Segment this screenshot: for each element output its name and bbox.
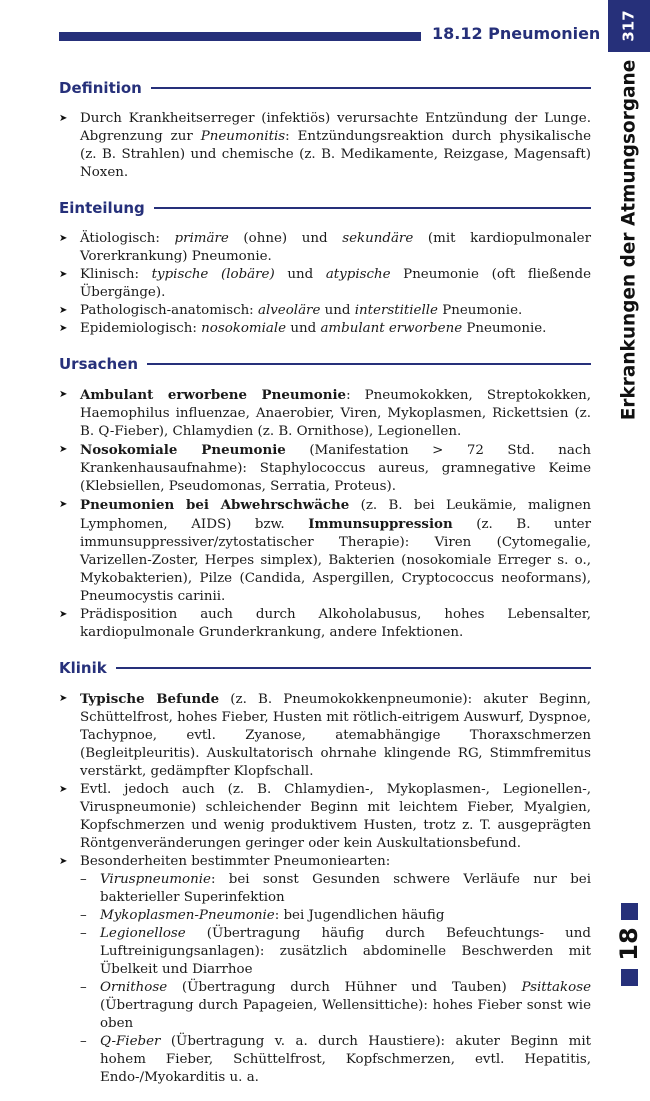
- text-run: (Übertragung durch Hühner und Tauben): [167, 980, 522, 995]
- page-number-tab: [608, 0, 650, 52]
- text-run: : bei sonst Gesunden schwere Verläufe nur bei bakterieller Superinfektion: [100, 872, 591, 905]
- text-run: Epidemiologisch:: [80, 321, 202, 336]
- triangle-arrow-icon: ➤: [59, 323, 68, 334]
- section-heading: [59, 352, 591, 376]
- bold-term: Ambulant erworbene Pneumonie: [80, 387, 347, 403]
- dash-bullet: –: [80, 908, 87, 923]
- bold-term: Immunsuppression: [308, 516, 453, 532]
- triangle-arrow-icon: ➤: [59, 389, 68, 400]
- triangle-arrow-icon: ➤: [59, 609, 68, 620]
- section-heading: [59, 76, 591, 100]
- text-run: (Übertragung durch Papageien, Wellensittiche): hohes Fieber sonst wie oben: [100, 998, 591, 1031]
- triangle-arrow-icon: ➤: [59, 113, 68, 124]
- einteilung-list: [59, 230, 591, 338]
- dash-bullet: –: [80, 1034, 87, 1049]
- sublist-item: [80, 925, 591, 979]
- running-header-title: 18.12 Pneumonien: [432, 24, 601, 43]
- text-run: Pathologisch-anatomisch:: [80, 303, 258, 318]
- sublist-item: [80, 907, 591, 925]
- header-rule: [59, 32, 421, 41]
- triangle-arrow-icon: ➤: [59, 233, 68, 244]
- italic-term: Mykoplasmen-Pneumonie: [100, 908, 275, 923]
- text-run: Ätiologisch:: [80, 231, 175, 246]
- section-title: Definition: [59, 79, 142, 97]
- bold-term: Nosokomiale Pneumonie: [80, 442, 286, 458]
- list-item: [59, 266, 591, 302]
- sublist-item: [80, 979, 591, 1033]
- triangle-arrow-icon: ➤: [59, 444, 68, 455]
- list-item: [59, 853, 591, 1087]
- list-item: [59, 441, 591, 496]
- text-run: und: [274, 267, 326, 282]
- page-content: [59, 76, 591, 1101]
- section-einteilung: [59, 196, 591, 338]
- italic-term: Psittakose: [521, 980, 591, 995]
- section-klinik: [59, 656, 591, 1087]
- triangle-arrow-icon: ➤: [59, 856, 68, 867]
- text-run: (z. B. unter immunsuppressiver/zytostatischer Therapie): Viren (Cytomegalie, Varizellen-Zoster, Herpes simplex), Bakterien (nosokomiale Erreger s. o., Mykobakterien), Pilze (Candida, Aspergillen, Cryptococcus neoformans), Pneumocystis carinii.: [80, 517, 591, 604]
- text-run: und: [320, 303, 355, 318]
- list-item: [59, 496, 591, 606]
- text-run: (z. B. bei Leukämie, malignen Lymphomen, AIDS) bzw.: [80, 498, 591, 532]
- section-title: Klinik: [59, 659, 107, 677]
- text-run: Besonderheiten bestimmter Pneumoniearten:: [80, 854, 391, 869]
- list-item: [59, 110, 591, 182]
- klinik-list: [59, 690, 591, 1087]
- section-definition: [59, 76, 591, 182]
- list-item: [59, 781, 591, 853]
- text-run: (Übertragung häufig durch Befeuchtungs- und Luftreinigungsanlagen): zusätzlich abdominelle Beschwerden mit Übelkeit und Diarrhoe: [100, 926, 591, 977]
- definition-list: [59, 110, 591, 182]
- triangle-arrow-icon: ➤: [59, 693, 68, 704]
- text-run: : Pneumokokken, Streptokokken, Haemophilus influenzae, Anaerobier, Viren, Mykoplasmen, Rickettsien (z. B. Q-Fieber), Chlamydien (z. B. Ornithose), Legionellen.: [80, 388, 591, 439]
- italic-term: nosokomiale: [201, 321, 287, 336]
- text-run: Pneumonie (oft fließende Übergänge).: [80, 267, 591, 300]
- text-run: (Manifestation > 72 Std. nach Krankenhausaufnahme): Staphylococcus aureus, gramnegative Keime (Klebsiellen, Pseudomonas, Serratia, Proteus).: [80, 443, 591, 494]
- chapter-number: 18: [615, 927, 643, 961]
- section-heading: [59, 196, 591, 220]
- italic-term: sekundäre: [342, 231, 414, 246]
- italic-term: Q-Fieber: [100, 1034, 161, 1049]
- section-rule: [116, 667, 591, 669]
- italic-term: alveoläre: [257, 303, 321, 318]
- italic-term: atypische: [325, 267, 391, 282]
- italic-term: primäre: [174, 231, 229, 246]
- sublist-item: [80, 871, 591, 907]
- list-item: [59, 230, 591, 266]
- text-run: Pneumonie.: [462, 321, 547, 336]
- section-heading: [59, 656, 591, 680]
- text-run: (z. B. Pneumokokkenpneumonie): akuter Beginn, Schüttelfrost, hohes Fieber, Husten mit rötlich-eitrigem Auswurf, Dyspnoe, Tachypnoe, evtl. Zyanose, atemabhängige Thoraxschmerzen (Begleitpleuritis). Auskultatorisch ohrnahe klingende RG, Stimmfremitus verstärkt, gedämpfter Klopfschall.: [80, 692, 591, 779]
- list-item: [59, 302, 591, 320]
- dash-bullet: –: [80, 980, 87, 995]
- pneumonia-types-sublist: [80, 871, 591, 1087]
- page-number: 317: [620, 10, 638, 42]
- text-run: Pneumonie.: [437, 303, 523, 318]
- text-run: (ohne) und: [228, 231, 343, 246]
- section-title: Einteilung: [59, 199, 145, 217]
- list-item: [59, 606, 591, 642]
- text-run: : bei Jugendlichen häufig: [274, 908, 445, 923]
- sublist-item: [80, 1033, 591, 1087]
- italic-term: Legionellose: [100, 926, 186, 941]
- section-rule: [147, 363, 591, 365]
- italic-term: ambulant erworbene: [320, 321, 463, 336]
- dash-bullet: –: [80, 872, 87, 887]
- italic-term: typische (lobäre): [151, 267, 275, 282]
- side-chapter-name: Erkrankungen der Atmungsorgane: [618, 59, 640, 421]
- bold-term: Pneumonien bei Abwehrschwäche: [80, 497, 350, 513]
- text-run: Evtl. jedoch auch (z. B. Chlamydien-, Mykoplasmen-, Legionellen-, Viruspneumonie) schleichender Beginn mit leichtem Fieber, Myalgien, Kopfschmerzen und wenig produktivem Husten, trotz z. T. ausgeprägten Röntgenveränderungen geringer oder kein Auskultationsbefund.: [80, 782, 591, 851]
- text-run: (mit kardiopulmonaler Vorerkrankung) Pneumonie.: [80, 231, 592, 264]
- dash-bullet: –: [80, 926, 87, 941]
- chapter-marker-square-bottom: [621, 969, 638, 986]
- list-item: [59, 386, 591, 441]
- triangle-arrow-icon: ➤: [59, 305, 68, 316]
- italic-term: interstitielle: [354, 303, 438, 318]
- section-title: Ursachen: [59, 355, 139, 373]
- italic-term: Viruspneumonie: [100, 872, 211, 887]
- text-run: und: [286, 321, 321, 336]
- triangle-arrow-icon: ➤: [59, 499, 68, 510]
- list-item: [59, 690, 591, 781]
- text-run: Prädisposition auch durch Alkoholabusus, hohes Lebensalter, kardiopulmonale Grunderkrankung, andere Infektionen.: [80, 607, 591, 640]
- bold-term: Typische Befunde: [80, 691, 220, 707]
- section-ursachen: [59, 352, 591, 642]
- text-run: (Übertragung v. a. durch Haustiere): akuter Beginn mit hohem Fieber, Schüttelfrost, Kopfschmerzen, evtl. Hepatitis, Endo-/Myokarditis u. a.: [100, 1034, 591, 1085]
- section-rule: [154, 207, 591, 209]
- italic-term: Ornithose: [100, 980, 168, 995]
- ursachen-list: [59, 386, 591, 642]
- text-run: Durch Krankheitserreger (infektiös) verursachte Entzündung der Lunge. Abgrenzung zur: [80, 111, 591, 144]
- italic-term: Pneumonitis: [200, 129, 286, 144]
- text-run: Klinisch:: [80, 267, 152, 282]
- list-item: [59, 320, 591, 338]
- section-rule: [151, 87, 591, 89]
- triangle-arrow-icon: ➤: [59, 269, 68, 280]
- chapter-marker-square-top: [621, 903, 638, 920]
- triangle-arrow-icon: ➤: [59, 784, 68, 795]
- text-run: : Entzündungsreaktion durch physikalische (z. B. Strahlen) und chemische (z. B. Medikamente, Reizgase, Magensaft) Noxen.: [80, 129, 591, 180]
